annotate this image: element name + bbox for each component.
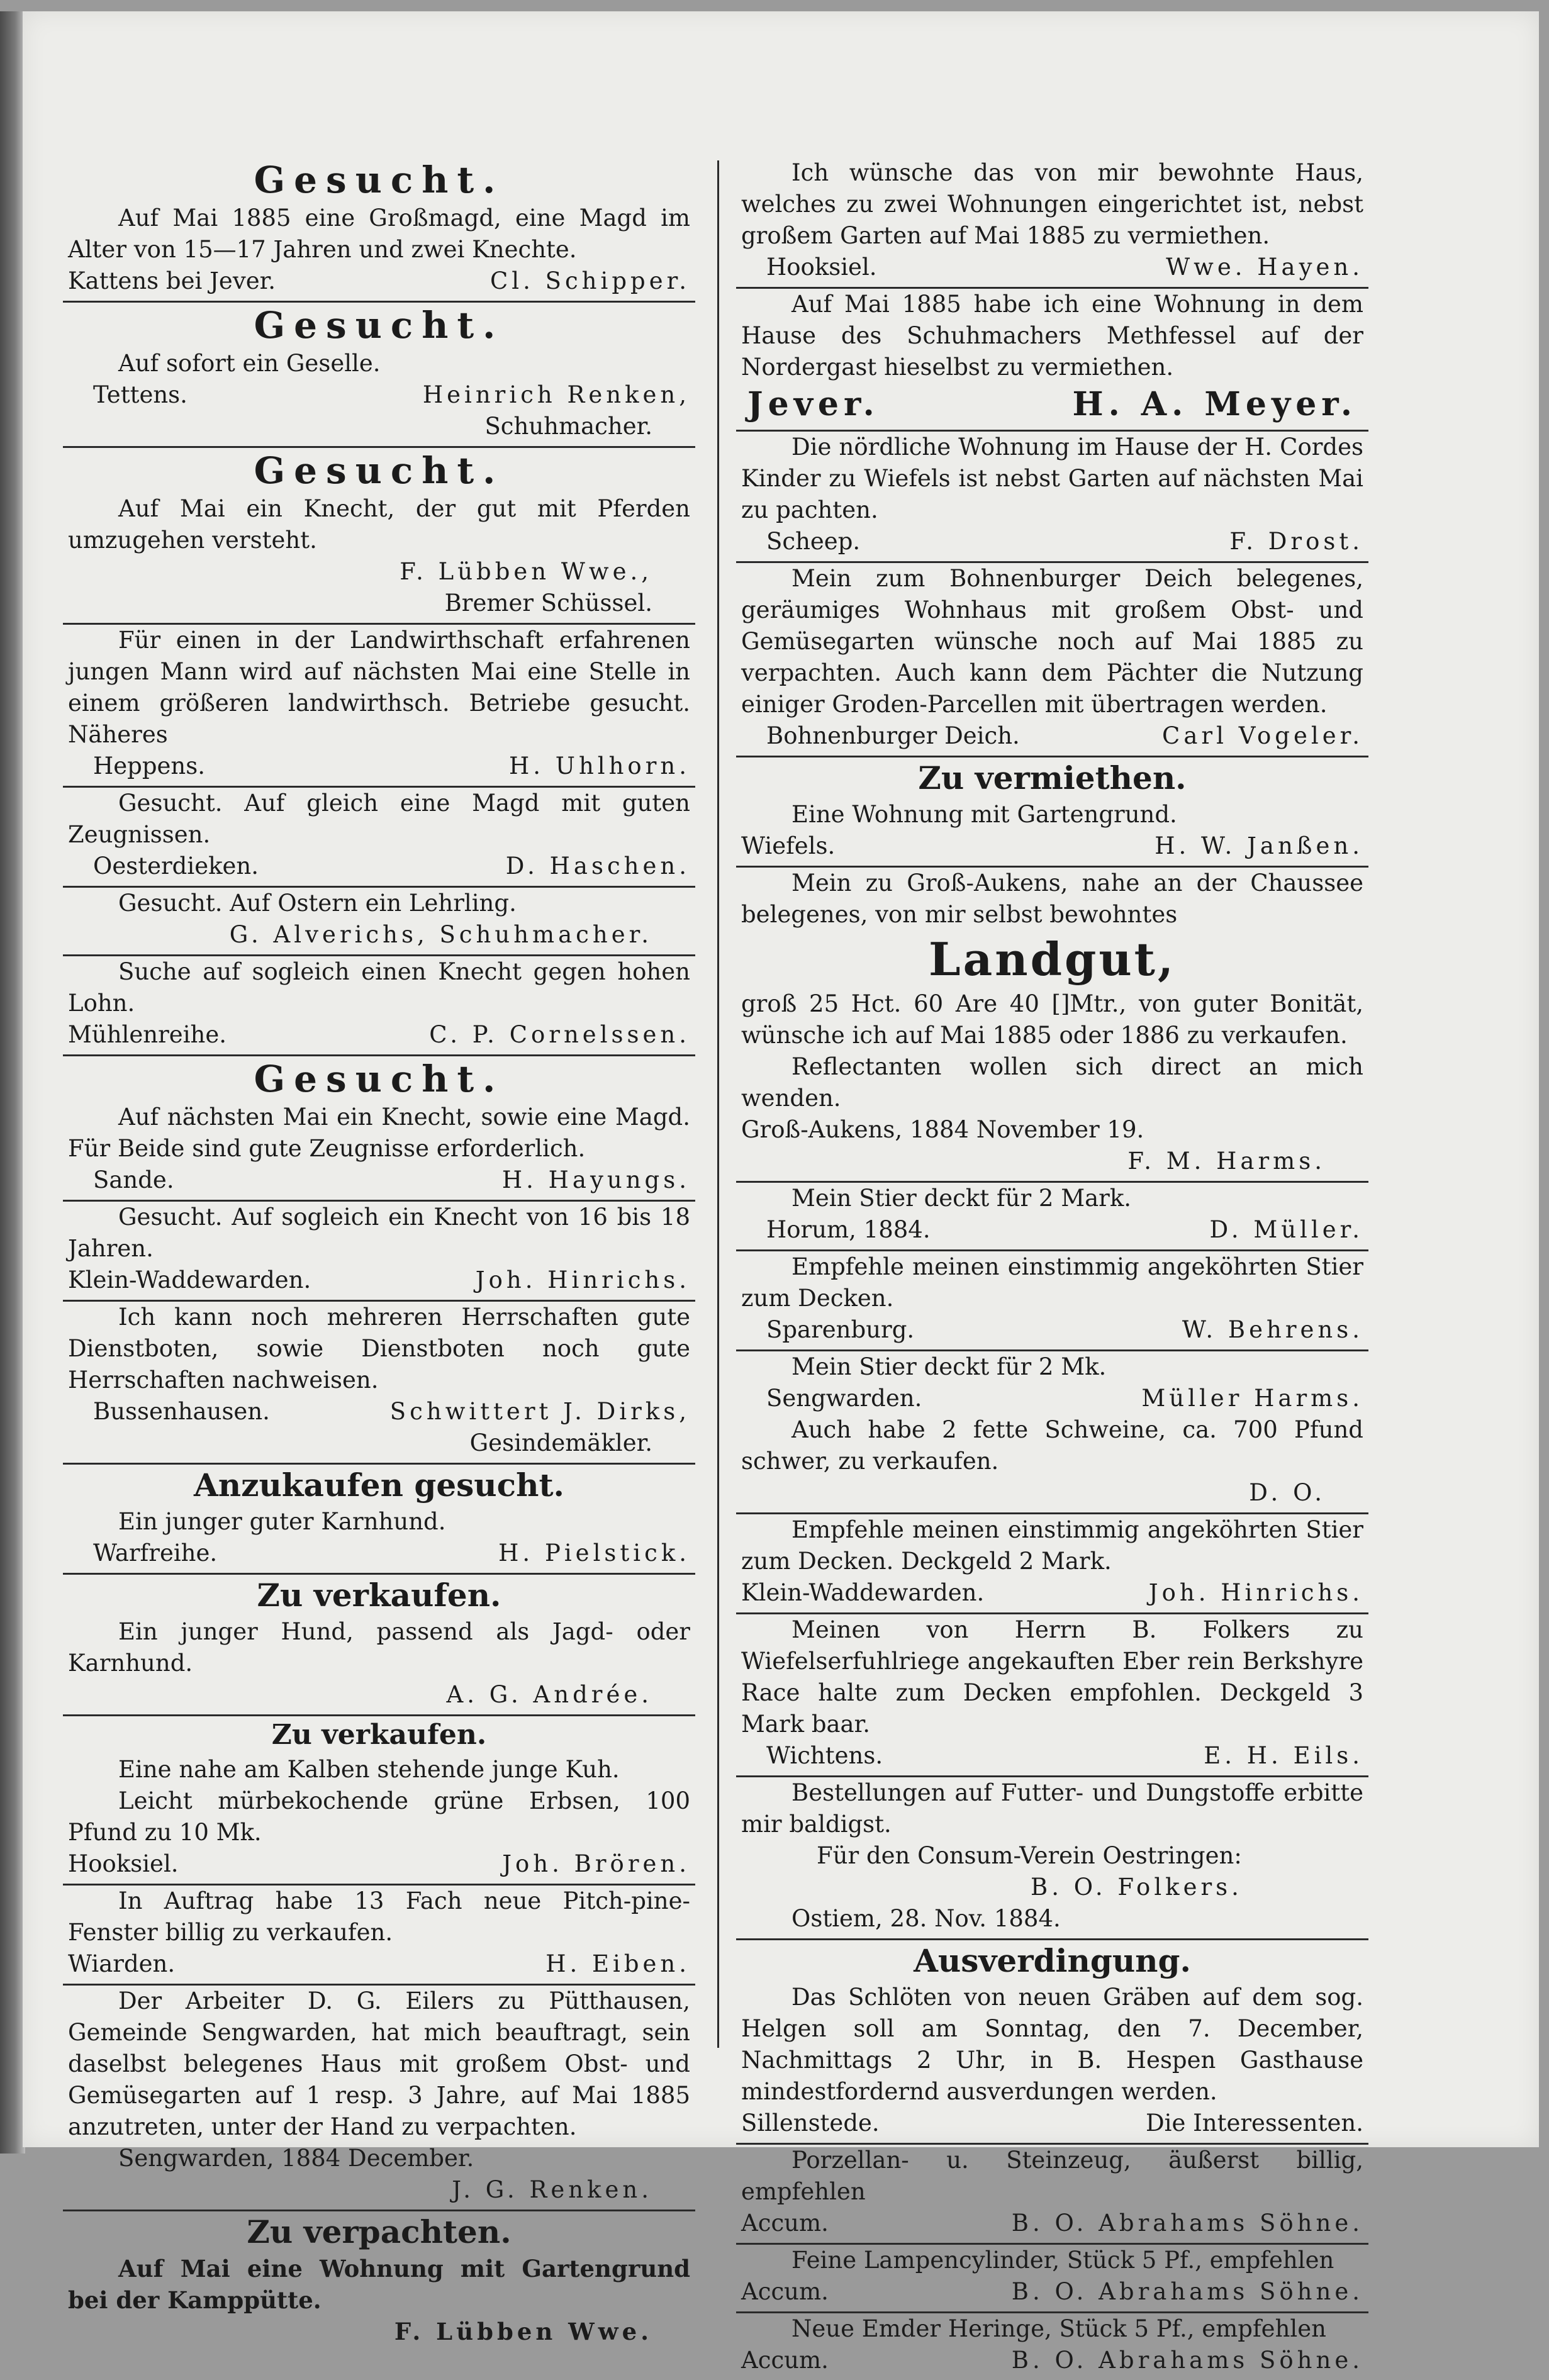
- ad-text: Mein Stier deckt für 2 Mk.: [791, 1353, 1107, 1380]
- ad-text-3: Reflectanten wollen sich direct an mich wenden.: [741, 1053, 1363, 1112]
- ad-signer-title: Gesindemäkler.: [469, 1429, 652, 1456]
- ad-text: Eine Wohnung mit Gartengrund.: [791, 801, 1177, 828]
- ad-signer: B. O. Abrahams Söhne.: [1011, 2278, 1363, 2305]
- ad-place: Sparenburg.: [766, 1316, 915, 1343]
- ad-signer: A. G. Andrée.: [446, 1681, 652, 1708]
- ad-place: Accum.: [741, 2278, 829, 2305]
- ad-signer: F. Drost.: [1229, 528, 1363, 555]
- ad-signer: B. O. Abrahams Söhne.: [1011, 2347, 1363, 2374]
- ad-signer: B. O. Abrahams Söhne.: [1011, 2210, 1363, 2237]
- ad-text: Eine nahe am Kalben stehende junge Kuh.: [118, 1756, 620, 1783]
- ad-place: Bussenhausen.: [93, 1398, 270, 1425]
- ad-signer-place: Bremer Schüssel.: [444, 589, 652, 617]
- ad-text: Empfehle meinen einstimmig angeköhrten Stier zum Decken.: [741, 1253, 1363, 1312]
- ad-left-11: [63, 1465, 695, 1575]
- ad-signer: Joh. Hinrichs.: [475, 1266, 690, 1293]
- ad-right-11: [736, 1614, 1368, 1777]
- ad-signer: Müller Harms.: [1141, 1385, 1363, 1412]
- ad-text: In Auftrag habe 13 Fach neue Pitch-pine-Fenster billig zu verkaufen.: [68, 1887, 690, 1946]
- ad-text: Mein zum Bohnenburger Deich belegenes, geräumiges Wohnhaus mit großem Obst- und Gemüsegarten wünsche noch auf Mai 1885 zu verpachten. Auch kann dem Pächter die Nutzung einiger Groden-Parcellen mit übertragen werden.: [741, 565, 1363, 718]
- ad-signer: Cl. Schipper.: [489, 267, 690, 294]
- left-column: [63, 157, 695, 2351]
- ad-left-1: [63, 157, 695, 303]
- ad-text-2: Leicht mürbekochende grüne Erbsen, 100 Pfund zu 10 Mk.: [68, 1787, 690, 1846]
- ad-place: Wiarden.: [68, 1950, 176, 1977]
- ad-text: Suche auf sogleich einen Knecht gegen hohen Lohn.: [68, 958, 690, 1017]
- ad-place: Warfreihe.: [93, 1539, 218, 1567]
- ad-text: Mein zu Groß-Aukens, nahe an der Chaussee belegenes, von mir selbst bewohntes: [741, 869, 1363, 928]
- ad-heading: Ausverdingung.: [914, 1942, 1191, 1979]
- ad-place: Sillenstede.: [741, 2109, 880, 2137]
- ad-heading: Zu verkaufen.: [257, 1577, 501, 1614]
- ad-signer: H. Pielstick.: [498, 1539, 690, 1567]
- column-divider: [717, 160, 719, 2048]
- ad-signer: W. Behrens.: [1182, 1316, 1363, 1343]
- ad-place: Jever.: [747, 385, 880, 423]
- ad-signer: H. W. Janßen.: [1155, 832, 1363, 859]
- ad-text: Für einen in der Landwirthschaft erfahrenen jungen Mann wird auf nächsten Mai eine Stelle in einem größeren landwirthsch. Betriebe gesucht. Näheres: [68, 627, 690, 748]
- ad-line-2: Für den Consum-Verein Oestringen:: [817, 1842, 1242, 1869]
- ad-left-3: [63, 448, 695, 625]
- ad-right-9: [736, 1351, 1368, 1514]
- ad-text: Auf Mai 1885 eine Großmagd, eine Magd im Alter von 15—17 Jahren und zwei Knechte.: [68, 204, 690, 263]
- ad-left-16: [63, 2211, 695, 2351]
- ad-place: Kattens bei Jever.: [68, 267, 276, 294]
- ad-place: Tettens.: [93, 381, 187, 408]
- ad-place: Accum.: [741, 2347, 829, 2374]
- ad-right-4: [736, 563, 1368, 757]
- ad-signer: F. Lübben Wwe.,: [400, 558, 652, 585]
- ad-signer: J. G. Renken.: [452, 2176, 652, 2203]
- ad-right-13: [736, 1940, 1368, 2145]
- ad-text: Ich wünsche das von mir bewohnte Haus, welches zu zwei Wohnungen eingerichtet ist, nebst großem Garten auf Mai 1885 zu vermiethen.: [741, 159, 1363, 249]
- ad-place: Oesterdieken.: [93, 852, 259, 880]
- ad-place: Horum, 1884.: [766, 1216, 931, 1243]
- ad-heading: Gesucht.: [254, 304, 505, 347]
- ad-text: Der Arbeiter D. G. Eilers zu Pütthausen, Gemeinde Sengwarden, hat mich beauftragt, sein daselbst belegenes Haus mit großem Obst- und Gemüsegarten auf 1 resp. 3 Jahre, auf Mai 1885 anzutreten, unter der Hand zu verpachten.: [68, 1987, 690, 2140]
- ad-text: Empfehle meinen einstimmig angeköhrten Stier zum Decken. Deckgeld 2 Mark.: [741, 1516, 1363, 1575]
- ad-left-10: [63, 1302, 695, 1465]
- ad-signer: G. Alverichs, Schuhmacher.: [229, 921, 652, 948]
- ad-text: Die nördliche Wohnung im Hause der H. Cordes Kinder zu Wiefels ist nebst Garten auf nächsten Mai zu pachten.: [741, 433, 1363, 523]
- ad-signer: F. Lübben Wwe.: [394, 2318, 652, 2345]
- ad-place: Hooksiel.: [766, 254, 877, 281]
- ad-left-4: [63, 625, 695, 788]
- ad-right-3: [736, 432, 1368, 563]
- ad-right-6: [736, 868, 1368, 1183]
- ad-right-2: [736, 289, 1368, 432]
- ad-heading: Anzukaufen gesucht.: [194, 1467, 564, 1504]
- ad-signer: H. A. Meyer.: [1072, 385, 1357, 423]
- ad-text: Gesucht. Auf gleich eine Magd mit guten Zeugnissen.: [68, 790, 690, 848]
- ad-right-5: [736, 757, 1368, 868]
- ad-dateline: Sengwarden, 1884 December.: [118, 2145, 474, 2172]
- ad-dateline: Groß-Aukens, 1884 November 19.: [741, 1116, 1144, 1143]
- ad-text: Mein Stier deckt für 2 Mark.: [791, 1185, 1132, 1212]
- ad-signer: C. P. Cornelssen.: [429, 1021, 690, 1048]
- ad-right-12: [736, 1777, 1368, 1940]
- ad-text: Auf Mai eine Wohnung mit Gartengrund bei der Kamppütte.: [68, 2255, 690, 2314]
- ad-signer: B. O. Folkers.: [1031, 1874, 1243, 1901]
- right-column: [736, 157, 1368, 2380]
- ad-signer-title: Schuhmacher.: [484, 413, 652, 440]
- ad-signer: Heinrich Renken,: [422, 381, 690, 408]
- ad-text: Auf Mai ein Knecht, der gut mit Pferden umzugehen versteht.: [68, 495, 690, 554]
- ad-place: Mühlenreihe.: [68, 1021, 227, 1048]
- ad-place: Sengwarden.: [766, 1385, 922, 1412]
- ad-heading: Zu verpachten.: [247, 2213, 512, 2250]
- ad-place: Heppens.: [93, 752, 206, 779]
- ad-text: Bestellungen auf Futter- und Dungstoffe erbitte mir baldigst.: [741, 1779, 1363, 1838]
- book-spine: [0, 11, 25, 2154]
- ad-heading: Landgut,: [929, 932, 1176, 986]
- ad-text: Porzellan- u. Steinzeug, äußerst billig, empfehlen: [741, 2147, 1363, 2205]
- ad-dateline: Ostiem, 28. Nov. 1884.: [791, 1905, 1061, 1932]
- ad-signer: Wwe. Hayen.: [1166, 254, 1363, 281]
- ad-text-2: Auch habe 2 fette Schweine, ca. 700 Pfund schwer, zu verkaufen.: [741, 1416, 1363, 1475]
- ad-place: Accum.: [741, 2210, 829, 2237]
- ad-left-13: [63, 1716, 695, 1886]
- ad-left-6: [63, 888, 695, 956]
- ad-signer: Joh. Brören.: [502, 1850, 690, 1877]
- ad-text: Ein junger guter Karnhund.: [118, 1508, 446, 1535]
- ad-left-9: [63, 1202, 695, 1302]
- ad-place: Hooksiel.: [68, 1850, 179, 1877]
- ad-right-15: [736, 2245, 1368, 2313]
- ad-left-14: [63, 1886, 695, 1986]
- ad-text: Ein junger Hund, passend als Jagd- oder Karnhund.: [68, 1618, 690, 1677]
- ad-left-15: [63, 1986, 695, 2211]
- ad-text: Neue Emder Heringe, Stück 5 Pf., empfehlen: [791, 2315, 1326, 2342]
- ad-place: Klein-Waddewarden.: [741, 1579, 985, 1606]
- ad-right-1: [736, 157, 1368, 289]
- ad-signer: Joh. Hinrichs.: [1148, 1579, 1363, 1606]
- ad-signer-2: D. O.: [1249, 1479, 1326, 1506]
- ad-signer: D. Müller.: [1209, 1216, 1363, 1243]
- ad-left-2: [63, 303, 695, 448]
- ad-left-7: [63, 956, 695, 1056]
- ad-signer: Die Interessenten.: [1145, 2109, 1363, 2137]
- ad-right-8: [736, 1251, 1368, 1351]
- ad-text: Auf nächsten Mai ein Knecht, sowie eine Magd. Für Beide sind gute Zeugnisse erforderlich.: [68, 1103, 690, 1162]
- ad-heading: Gesucht.: [254, 449, 505, 492]
- ad-heading: Zu vermiethen.: [918, 759, 1187, 796]
- ad-heading: Zu verkaufen.: [271, 1719, 487, 1751]
- ad-left-8: [63, 1056, 695, 1202]
- ad-signer: F. M. Harms.: [1127, 1148, 1326, 1175]
- ad-place: Scheep.: [766, 528, 861, 555]
- ad-place: Wiefels.: [741, 832, 836, 859]
- ad-text: Gesucht. Auf sogleich ein Knecht von 16 bis 18 Jahren.: [68, 1204, 690, 1262]
- ad-right-10: [736, 1514, 1368, 1614]
- ad-signer: Schwittert J. Dirks,: [389, 1398, 690, 1425]
- ad-left-12: [63, 1575, 695, 1716]
- ad-signer: D. Haschen.: [505, 852, 690, 880]
- ad-text: Meinen von Herrn B. Folkers zu Wiefelserfuhlriege angekauften Eber rein Berkshyre Race halte zum Decken empfohlen. Deckgeld 3 Mark baar.: [741, 1616, 1363, 1738]
- ad-signer: E. H. Eils.: [1204, 1742, 1363, 1769]
- ad-place: Klein-Waddewarden.: [68, 1266, 311, 1293]
- ad-right-16: [736, 2313, 1368, 2380]
- ad-signer: H. Hayungs.: [501, 1166, 690, 1193]
- ad-text: Das Schlöten von neuen Gräben auf dem sog. Helgen soll am Sonntag, den 7. December, Nachmittags 2 Uhr, in B. Hespen Gasthause mindestfordernd ausverdungen werden.: [741, 1984, 1363, 2105]
- ad-text: Ich kann noch mehreren Herrschaften gute Dienstboten, sowie Dienstboten noch gute Herrschaften nachweisen.: [68, 1304, 690, 1394]
- ad-text: Auf Mai 1885 habe ich eine Wohnung in dem Hause des Schuhmachers Methfessel auf der Nordergast hieselbst zu vermiethen.: [741, 291, 1363, 381]
- ad-heading: Gesucht.: [254, 159, 505, 201]
- ad-left-5: [63, 788, 695, 888]
- ad-right-14: [736, 2145, 1368, 2245]
- ad-place: Wichtens.: [766, 1742, 883, 1769]
- ad-signer: H. Uhlhorn.: [508, 752, 690, 779]
- ad-text: Gesucht. Auf Ostern ein Lehrling.: [118, 890, 517, 917]
- ad-signer: H. Eiben.: [545, 1950, 690, 1977]
- ad-text-2: groß 25 Hct. 60 Are 40 []Mtr., von guter Bonität, wünsche ich auf Mai 1885 oder 1886 zu verkaufen.: [741, 990, 1363, 1049]
- ad-text: Auf sofort ein Geselle.: [118, 350, 381, 377]
- ad-heading: Gesucht.: [254, 1058, 505, 1100]
- ad-place: Sande.: [93, 1166, 174, 1193]
- ad-text: Feine Lampencylinder, Stück 5 Pf., empfehlen: [791, 2247, 1334, 2274]
- ad-signer: Carl Vogeler.: [1162, 722, 1363, 749]
- ad-right-7: [736, 1183, 1368, 1251]
- ad-place: Bohnenburger Deich.: [766, 722, 1020, 749]
